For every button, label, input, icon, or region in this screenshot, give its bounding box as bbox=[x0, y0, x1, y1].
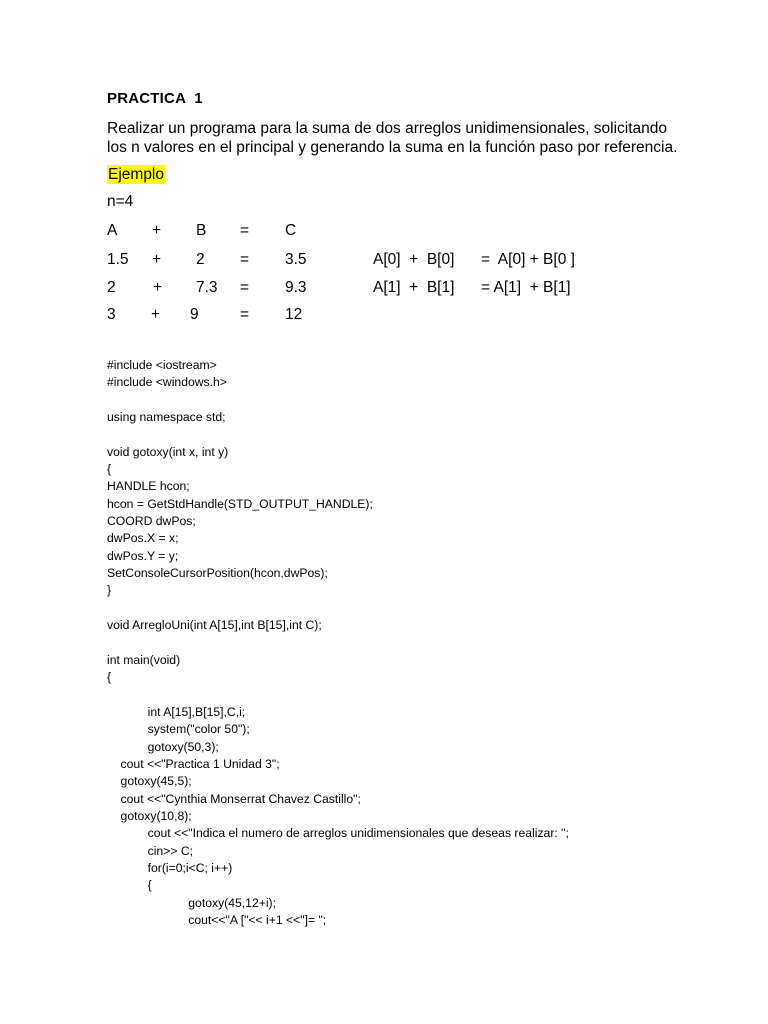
table-cell: = bbox=[240, 251, 250, 268]
code-line: { bbox=[107, 462, 112, 477]
code-line: COORD dwPos; bbox=[107, 514, 196, 529]
table-cell: + bbox=[152, 251, 162, 268]
table-cell: = bbox=[240, 279, 250, 296]
code-line bbox=[107, 600, 569, 617]
description-paragraph bbox=[107, 119, 678, 157]
code-line: HANDLE hcon; bbox=[107, 479, 190, 494]
code-line: } bbox=[107, 583, 112, 598]
table-cell: 12 bbox=[285, 306, 303, 323]
code-line: cout<<"A ["<< i+1 <<"]= "; bbox=[107, 913, 327, 927]
code-line: cout <<"Indica el numero de arreglos unidimensionales que deseas realizar: "; bbox=[107, 826, 569, 841]
code-line: void gotoxy(int x, int y) bbox=[107, 444, 229, 459]
code-line: dwPos.Y = y; bbox=[107, 548, 179, 563]
code-line: for(i=0;i<C; i++) bbox=[107, 860, 233, 875]
page-title: PRACTICA 1 bbox=[107, 90, 203, 107]
code-line: gotoxy(50,3); bbox=[107, 739, 219, 754]
code-line: #include <iostream> bbox=[107, 358, 217, 372]
code-line: gotoxy(45,5); bbox=[107, 774, 192, 789]
n-value: n=4 bbox=[107, 193, 134, 210]
code-line: using namespace std; bbox=[107, 410, 226, 425]
table-cell: 1.5 bbox=[107, 251, 129, 268]
code-line: #include <windows.h> bbox=[107, 375, 227, 390]
table-header-a: A bbox=[107, 222, 118, 239]
code-line: void ArregloUni(int A[15],int B[15],int C); bbox=[107, 618, 322, 633]
code-line bbox=[107, 426, 569, 443]
code-line: gotoxy(45,12+i); bbox=[107, 895, 277, 910]
table-cell: 2 bbox=[196, 251, 205, 268]
table-header-c: C bbox=[285, 222, 297, 239]
table-cell: 9 bbox=[190, 306, 199, 323]
table-cell: = bbox=[240, 306, 250, 323]
table-header-plus: + bbox=[152, 222, 162, 239]
code-listing bbox=[107, 357, 569, 929]
code-line: { bbox=[107, 670, 112, 685]
code-line: dwPos.X = x; bbox=[107, 531, 179, 546]
table-cell: 3.5 bbox=[285, 251, 307, 268]
table-header-b: B bbox=[196, 222, 207, 239]
code-line: int main(void) bbox=[107, 652, 181, 667]
code-line: SetConsoleCursorPosition(hcon,dwPos); bbox=[107, 566, 328, 581]
code-line: int A[15],B[15],C,i; bbox=[107, 704, 246, 719]
table-cell: + bbox=[153, 279, 163, 296]
table-cell: 3 bbox=[107, 306, 116, 323]
code-line bbox=[107, 392, 569, 409]
code-line: cin>> C; bbox=[107, 843, 194, 858]
table-cell: 2 bbox=[107, 279, 116, 296]
table-cell: 7.3 bbox=[196, 279, 218, 296]
table-note: = A[0] + B[0 ] bbox=[481, 251, 575, 268]
table-note: = A[1] + B[1] bbox=[481, 279, 571, 296]
table-cell: 9.3 bbox=[285, 279, 307, 296]
code-line bbox=[107, 635, 569, 652]
code-line: cout <<"Practica 1 Unidad 3"; bbox=[107, 756, 280, 771]
table-cell: + bbox=[151, 306, 161, 323]
code-line: cout <<"Cynthia Monserrat Chavez Castillo"; bbox=[107, 791, 361, 806]
example-heading-highlighted: Ejemplo bbox=[108, 166, 164, 183]
code-line: gotoxy(10,8); bbox=[107, 808, 192, 823]
description-line: los n valores en el principal y generando la suma en la función paso por referencia. bbox=[107, 139, 678, 156]
code-line: hcon = GetStdHandle(STD_OUTPUT_HANDLE); bbox=[107, 496, 373, 511]
code-line: system("color 50"); bbox=[107, 722, 250, 737]
code-line: { bbox=[107, 878, 152, 893]
code-line bbox=[107, 687, 569, 704]
table-header-equals: = bbox=[240, 222, 250, 239]
description-line: Realizar un programa para la suma de dos arreglos unidimensionales, solicitando bbox=[107, 120, 668, 137]
table-note: A[0] + B[0] bbox=[373, 251, 455, 268]
table-note: A[1] + B[1] bbox=[373, 279, 455, 296]
